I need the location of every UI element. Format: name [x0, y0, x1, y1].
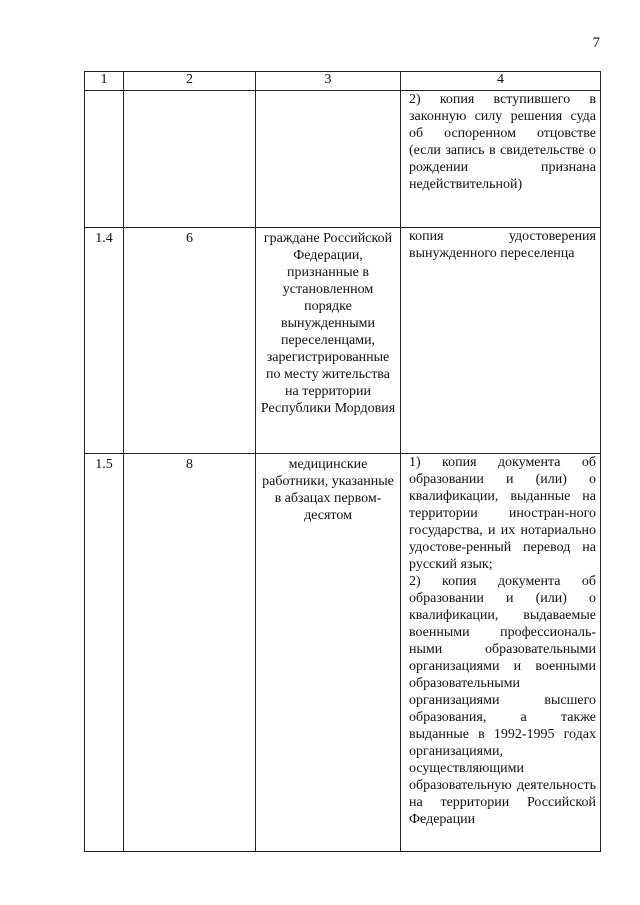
row-number [85, 91, 124, 228]
row-category: граждане Российской Федерации, признанные в установленном порядке вынужденными переселенцами, зарегистрированные по месту жительства на территории Республики Мордовия [256, 228, 401, 454]
row-documents [401, 228, 601, 454]
header-col-1: 1 [85, 72, 124, 91]
page-number: 7 [592, 35, 600, 51]
table-row [85, 454, 601, 852]
row-code: 8 [124, 454, 256, 852]
header-col-3: 3 [256, 72, 401, 91]
document-item: 2) копия документа об образовании и (или) о квалификации, выдаваемые военными профессиональ-ными образовательными организациями и военными образовательными организациями высшего образования, а также выданные в 1992-1995 годах организациями, осуществляющими образовательную деятельность на территории Российской Федерации [409, 574, 596, 827]
row-number: 1.5 [85, 454, 124, 852]
row-documents [401, 91, 601, 228]
row-category [256, 91, 401, 228]
document-item: 1) копия документа об образовании и (или) о квалификации, выданные на территории иностран-ного государства, и их нотариально удостове-ренный перевод на русский язык; [409, 455, 596, 572]
table-header-row [85, 72, 601, 91]
row-category: медицинские работники, указанные в абзацах первом-десятом [256, 454, 401, 852]
row-code [124, 91, 256, 228]
row-code: 6 [124, 228, 256, 454]
table-row [85, 228, 601, 454]
table-row [85, 91, 601, 228]
document-item: 2) копия вступившего в законную силу решения суда об оспоренном отцовстве (если запись в свидетельстве о рождении признана недействительной) [409, 92, 596, 192]
document-table [84, 71, 601, 852]
header-col-4: 4 [401, 72, 601, 91]
row-documents [401, 454, 601, 852]
header-col-2: 2 [124, 72, 256, 91]
document-item: копия удостоверения вынужденного переселенца [409, 229, 596, 261]
row-number: 1.4 [85, 228, 124, 454]
